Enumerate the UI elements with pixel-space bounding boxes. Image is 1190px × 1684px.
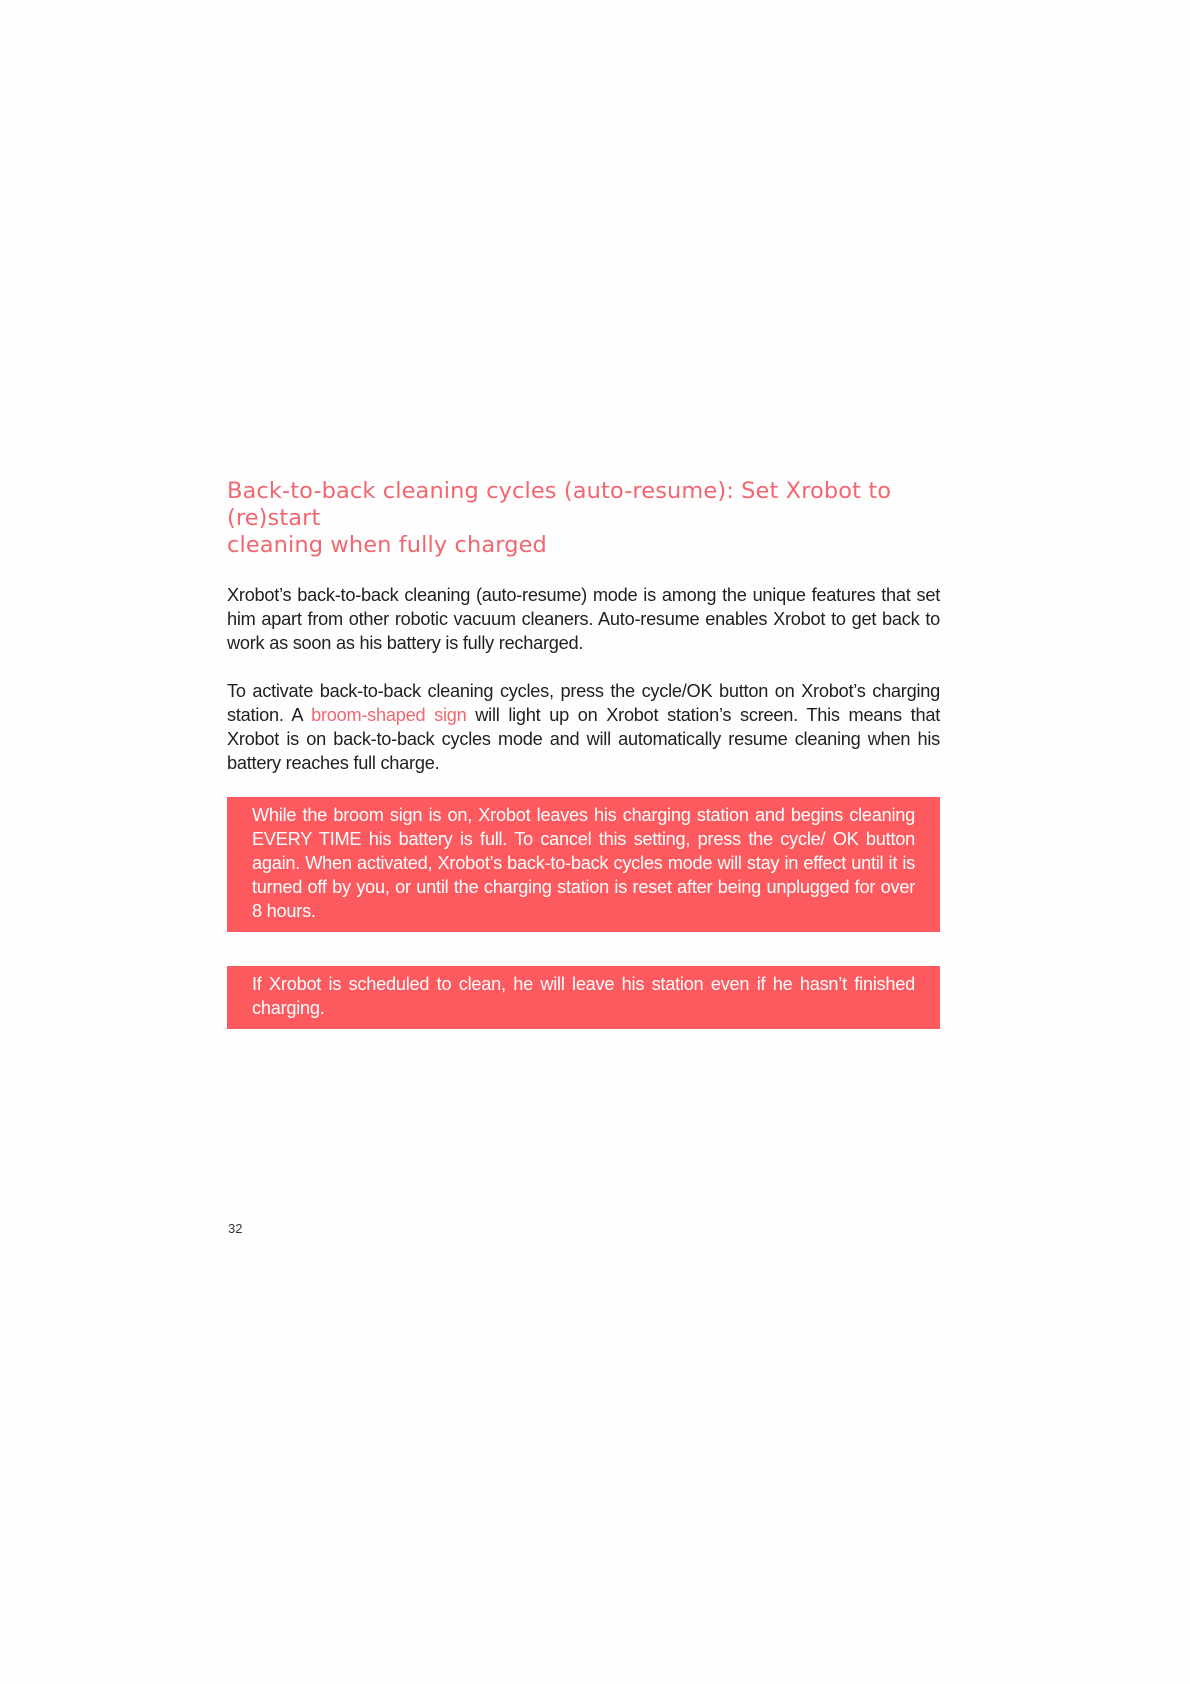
heading-line-1: Back-to-back cleaning cycles (auto-resume): Set Xrobot to (re)start xyxy=(227,478,892,531)
activation-paragraph xyxy=(227,679,940,775)
page-content xyxy=(227,478,940,1029)
heading-line-2: cleaning when fully charged xyxy=(227,532,547,558)
schedule-note-text: If Xrobot is scheduled to clean, he will leave his station even if he hasn’t finished charging. xyxy=(252,974,915,1018)
section-heading xyxy=(227,478,940,559)
page-number: 32 xyxy=(228,1221,243,1236)
intro-paragraph: Xrobot’s back-to-back cleaning (auto-resume) mode is among the unique features that set him apart from other robotic vacuum cleaners. Auto-resume enables Xrobot to get back to work as soon as his battery is fully recharged. xyxy=(227,585,940,653)
activation-text-start: To activate back-to-back cleaning cycles, press the cycle/OK button on Xrobot’s charging station. A xyxy=(227,681,940,725)
broom-sign-highlight: broom-shaped sign xyxy=(311,705,467,725)
schedule-note-box xyxy=(227,966,940,1029)
broom-sign-note-box xyxy=(227,797,940,932)
broom-sign-note-text: While the broom sign is on, Xrobot leaves his charging station and begins cleaning EVERY TIME his battery is full. To cancel this setting, press the cycle/ OK button again. When activated, Xrobot’s back-to-back cycles mode will stay in effect until it is turned off by you, or until the charging station is reset after being unplugged for over 8 hours. xyxy=(252,805,915,921)
activation-text-end: will light up on Xrobot station’s screen. This means that Xrobot is on back-to-back cycles mode and will automatically resume cleaning when his battery reaches full charge. xyxy=(227,705,940,773)
